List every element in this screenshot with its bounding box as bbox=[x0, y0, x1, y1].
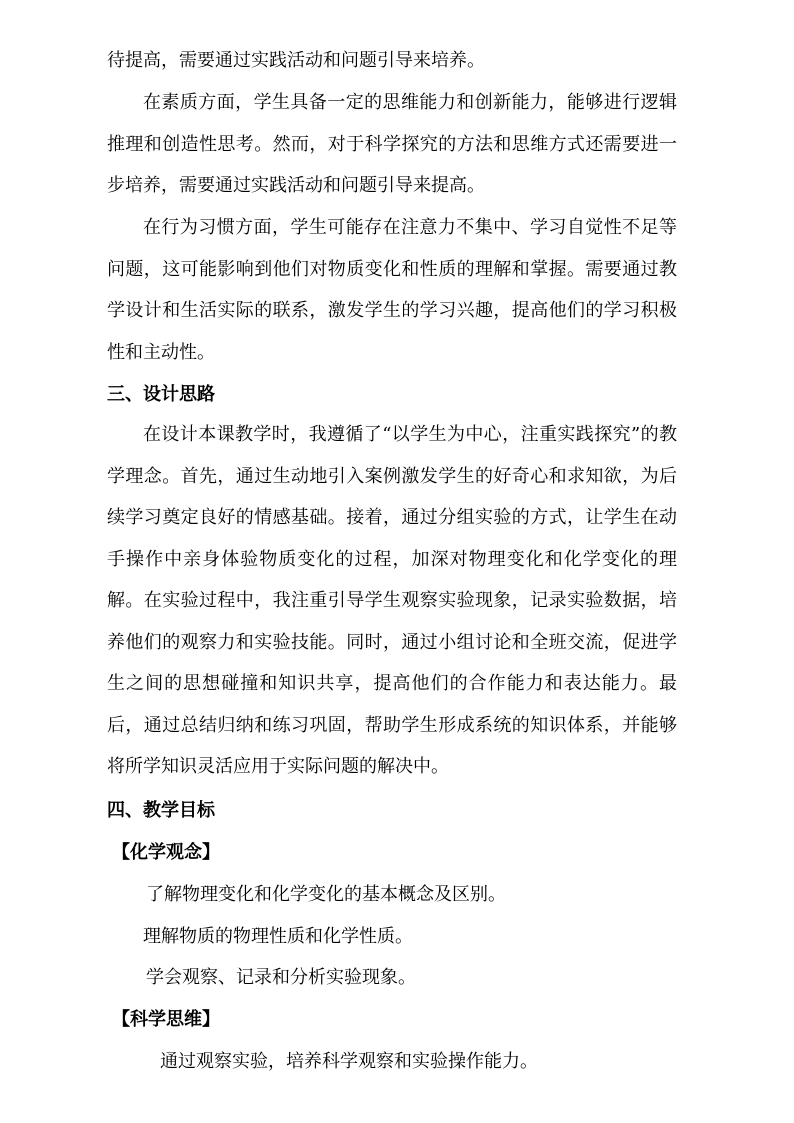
paragraph-quality: 在素质方面，学生具备一定的思维能力和创新能力，能够进行逻辑推理和创造性思考。然而，对于科学探究的方法和思维方式还需要进一步培养，需要通过实践活动和问题引导来提高。 bbox=[107, 92, 677, 196]
subheading-chemistry-concept: 【化学观念】 bbox=[112, 842, 220, 863]
goal-item: 理解物质的物理性质和化学性质。 bbox=[143, 926, 413, 947]
subheading-scientific-thinking: 【科学思维】 bbox=[112, 1009, 220, 1030]
section-heading-design: 三、设计思路 bbox=[107, 384, 215, 405]
paragraph-continuation: 待提高，需要通过实践活动和问题引导来培养。 bbox=[107, 50, 485, 71]
goal-item: 了解物理变化和化学变化的基本概念及区别。 bbox=[146, 884, 506, 905]
goal-item: 学会观察、记录和分析实验现象。 bbox=[146, 967, 416, 988]
goal-item: 通过观察实验，培养科学观察和实验操作能力。 bbox=[160, 1051, 538, 1072]
paragraph-design: 在设计本课教学时，我遵循了“以学生为中心，注重实践探究”的教学理念。首先，通过生动地引入案例激发学生的好奇心和求知欲，为后续学习奠定良好的情感基础。接着，通过分组实验的方式，让学生在动手操作中亲身体验物质变化的过程，加深对物理变化和化学变化的理解。在实验过程中，我注重引导学生观察实验现象，记录实验数据，培养他们的观察力和实验技能。同时，通过小组讨论和全班交流，促进学生之间的思想碰撞和知识共享，提高他们的合作能力和表达能力。最后，通过总结归纳和练习巩固，帮助学生形成系统的知识体系，并能够将所学知识灵活应用于实际问题的解决中。 bbox=[107, 424, 677, 777]
paragraph-habits: 在行为习惯方面，学生可能存在注意力不集中、学习自觉性不足等问题，这可能影响到他们对物质变化和性质的理解和掌握。需要通过教学设计和生活实际的联系，激发学生的学习兴趣，提高他们的学习积极性和主动性。 bbox=[107, 217, 677, 363]
section-heading-goals: 四、教学目标 bbox=[107, 800, 215, 821]
